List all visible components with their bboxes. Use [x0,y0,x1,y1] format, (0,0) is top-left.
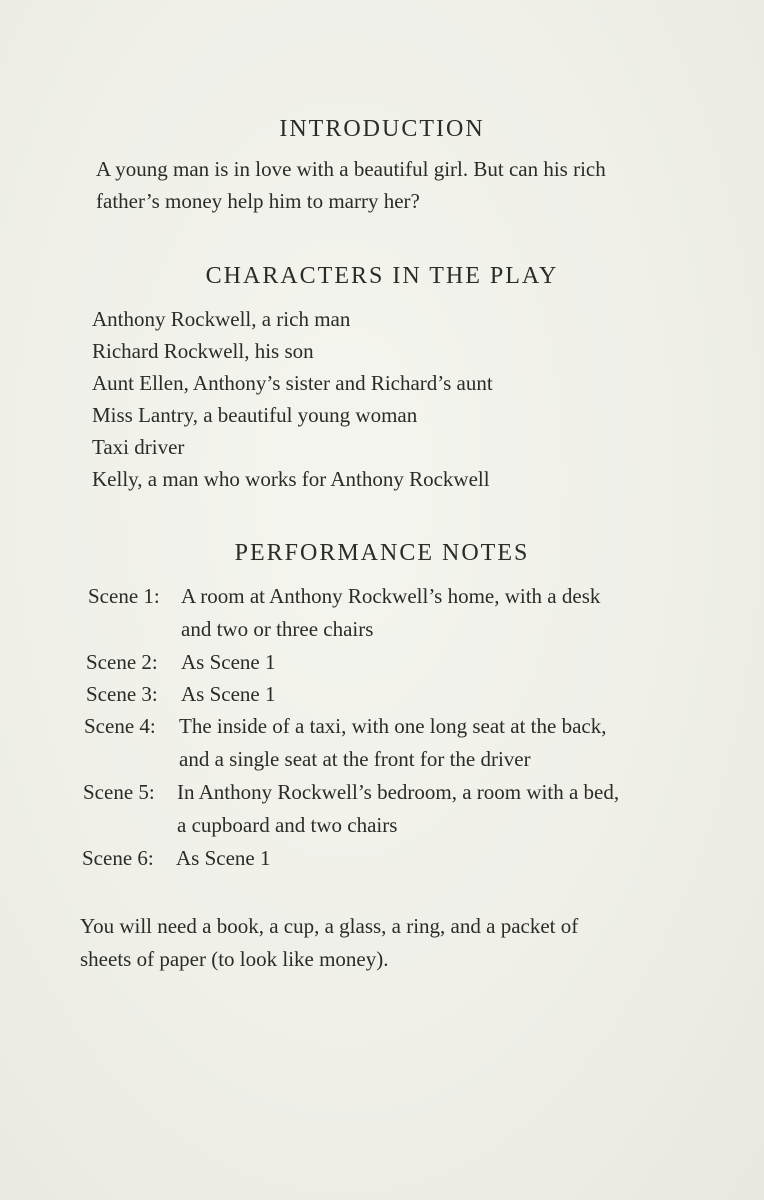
character-item: Anthony Rockwell, a rich man [92,307,351,331]
scene-description: A room at Anthony Rockwell’s home, with a desk [181,584,601,608]
scene-description: As Scene 1 [181,650,276,674]
characters-heading: CHARACTERS IN THE PLAY [205,263,559,289]
props-line: You will need a book, a cup, a glass, a ring, and a packet of [80,914,579,938]
scene-description: The inside of a taxi, with one long seat at the back, [179,714,607,738]
character-item: Miss Lantry, a beautiful young woman [92,403,418,427]
character-item: Kelly, a man who works for Anthony Rockwell [92,467,490,491]
scene-description: and a single seat at the front for the driver [179,747,531,771]
scene-label: Scene 3: [86,682,158,706]
scene-label: Scene 2: [86,650,158,674]
character-item: Aunt Ellen, Anthony’s sister and Richard’s aunt [92,371,493,395]
scene-label: Scene 5: [83,780,155,804]
introduction-line: A young man is in love with a beautiful girl. But can his rich [96,157,606,181]
scene-description: As Scene 1 [181,682,276,706]
scene-description: and two or three chairs [181,617,374,641]
character-item: Taxi driver [92,435,185,459]
props-line: sheets of paper (to look like money). [80,947,389,971]
scene-description: a cupboard and two chairs [177,813,398,837]
scene-description: As Scene 1 [176,846,271,870]
scene-label: Scene 4: [84,714,156,738]
character-item: Richard Rockwell, his son [92,339,314,363]
introduction-heading: INTRODUCTION [279,116,485,142]
introduction-line: father’s money help him to marry her? [96,189,420,213]
scene-label: Scene 1: [88,584,160,608]
scene-description: In Anthony Rockwell’s bedroom, a room with a bed, [177,780,620,804]
performance-notes-heading: PERFORMANCE NOTES [234,540,530,566]
scene-label: Scene 6: [82,846,154,870]
